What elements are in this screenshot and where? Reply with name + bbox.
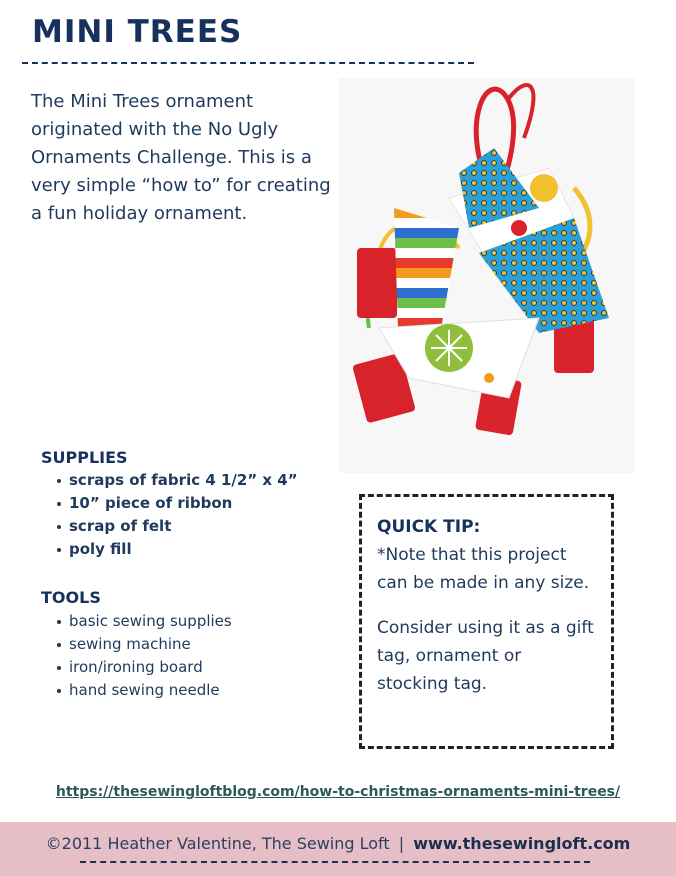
list-item: poly fill <box>55 538 298 561</box>
tutorial-link[interactable]: https://thesewingloftblog.com/how-to-christmas-ornaments-mini-trees/ <box>55 784 621 800</box>
list-item: scrap of felt <box>55 515 298 538</box>
tools-list <box>55 610 232 702</box>
footer-text <box>0 834 676 853</box>
footer-copyright: ©2011 Heather Valentine, The Sewing Loft <box>45 834 390 853</box>
list-item: hand sewing needle <box>55 679 232 702</box>
footer-divider <box>80 861 590 863</box>
list-item: 10” piece of ribbon <box>55 492 298 515</box>
intro-paragraph: The Mini Trees ornament originated with the No Ugly Ornaments Challenge. This is a very simple “how to” for creating a fun holiday ornament. <box>31 91 331 224</box>
quick-tip-suggestion: Consider using it as a gift tag, ornament or stocking tag. <box>377 618 594 694</box>
list-item: sewing machine <box>55 633 232 656</box>
ornaments-photo <box>339 78 635 473</box>
mini-tree-ornaments-illustration <box>339 78 635 473</box>
list-item: basic sewing supplies <box>55 610 232 633</box>
title-divider <box>22 62 474 64</box>
list-item: scraps of fabric 4 1/2” x 4” <box>55 469 298 492</box>
supplies-heading: SUPPLIES <box>41 448 128 467</box>
quick-tip-note: *Note that this project can be made in any size. <box>377 545 590 593</box>
quick-tip-title: QUICK TIP: <box>377 517 481 537</box>
footer-bar <box>0 822 676 876</box>
supplies-list <box>55 469 298 561</box>
quick-tip-box <box>359 494 614 749</box>
tools-heading: TOOLS <box>41 588 101 607</box>
footer-separator: | <box>398 834 405 853</box>
footer-site-link[interactable]: www.thesewingloft.com <box>413 834 631 853</box>
list-item: iron/ironing board <box>55 656 232 679</box>
page-title: MINI TREES <box>32 14 243 50</box>
